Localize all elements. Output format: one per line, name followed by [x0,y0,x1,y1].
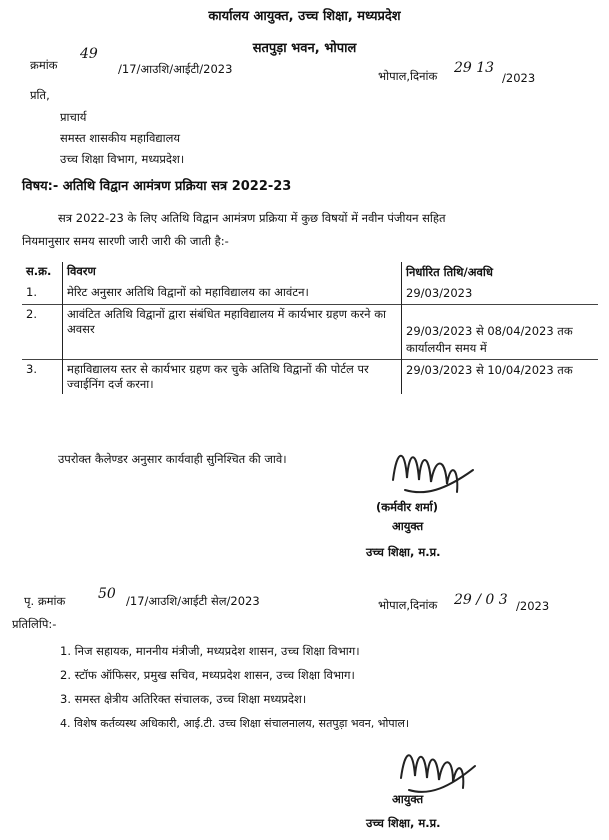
to-line2: समस्त शासकीय महाविद्यालय [60,131,181,145]
table-row [22,305,598,360]
ref-kramank-handwritten: 49 [80,46,98,62]
copy-item: 1. निज सहायक, माननीय मंत्रीजी, मध्यप्रदेश शासन, उच्च शिक्षा विभाग। [60,644,360,658]
body-para-line2: नियमानुसार समय सारणी जारी जारी की जाती है:- [22,234,229,248]
subject-line: विषय:- अतिथि विद्वान आमंत्रण प्रक्रिया सत्र 2022-23 [22,179,292,194]
to-line1: प्राचार्य [60,110,87,124]
copy-item: 3. समस्त क्षेत्रीय अतिरिक्त संचालक, उच्च शिक्षा मध्यप्रदेश। [60,692,307,706]
closing-line: उपरोक्त कैलेण्डर अनुसार कार्यवाही सुनिश्चित की जावे। [58,452,287,466]
ref2-kramank-label: पृ. क्रमांक [24,594,66,608]
ref2-date-year: /2023 [516,599,550,613]
ref-kramank-label: क्रमांक [30,58,58,72]
row-description: महाविद्यालय स्तर से कार्यभार ग्रहण कर चुके अतिथि विद्वानों की पोर्टल पर ज्वाईनिंग दर्ज करना। [63,360,402,395]
copy-item: 2. स्टॉफ ऑफिसर, प्रमुख सचिव, मध्यप्रदेश शासन, उच्च शिक्षा विभाग। [60,668,355,682]
to-label: प्रति, [30,88,50,102]
row-date: 29/03/2023 से 10/04/2023 तक [402,360,599,395]
to-line3: उच्च शिक्षा विभाग, मध्यप्रदेश। [60,152,185,166]
row-serial: 1. [22,283,63,305]
signature-2-title: आयुक्त [392,792,424,806]
office-building: सतपुड़ा भवन, भोपाल [252,41,357,56]
table-row [22,360,598,395]
row-date: 29/03/2023 [406,286,473,300]
schedule-table [22,262,598,394]
table-header-row [22,262,598,283]
table-row [22,283,598,305]
ref2-kramank-rest: /17/आउशि/आईटी सेल/2023 [126,594,260,608]
ref2-date-handwritten: 29 / 0 3 [454,592,508,608]
header-date: निर्धारित तिथि/अवधि [406,265,493,279]
ref2-date-label: भोपाल,दिनांक [378,598,438,612]
body-para-line1: सत्र 2022-23 के लिए अतिथि विद्वान आमंत्रण प्रक्रिया में कुछ विषयों में नवीन पंजीयन सहित [58,211,446,225]
row-description: आवंटित अतिथि विद्वानों द्वारा संबंधित महाविद्यालय में कार्यभार ग्रहण करने का अवसर [63,305,402,360]
row-serial: 3. [22,360,63,395]
ref-date-year: /2023 [502,71,536,85]
ref2-kramank-handwritten: 50 [98,586,116,602]
signature-1-title: आयुक्त [392,519,424,533]
signature-2-dept: उच्च शिक्षा, म.प्र. [366,816,441,830]
row-serial: 2. [22,305,63,360]
ref-date-handwritten: 29 13 [454,60,495,76]
ref-kramank-rest: /17/आउशि/आईटी/2023 [118,62,233,76]
signature-1-name: (कर्मवीर शर्मा) [376,500,438,514]
office-heading: कार्यालय आयुक्त, उच्च शिक्षा, मध्यप्रदेश [208,9,401,24]
signature-1-dept: उच्च शिक्षा, म.प्र. [366,545,441,559]
header-description: विवरण [63,262,402,283]
copy-label: प्रतिलिपि:- [12,617,57,631]
header-serial: स.क्र. [22,262,63,283]
ref-date-label: भोपाल,दिनांक [378,69,438,83]
row-date: 29/03/2023 से 08/04/2023 तक कार्यालयीन समय में [402,305,599,360]
copy-item: 4. विशेष कर्तव्यस्थ अधिकारी, आई.टी. उच्च शिक्षा संचालनालय, सतपुड़ा भवन, भोपाल। [60,717,410,730]
row-description: मेरिट अनुसार अतिथि विद्वानों को महाविद्यालय का आवंटन। [63,283,402,305]
